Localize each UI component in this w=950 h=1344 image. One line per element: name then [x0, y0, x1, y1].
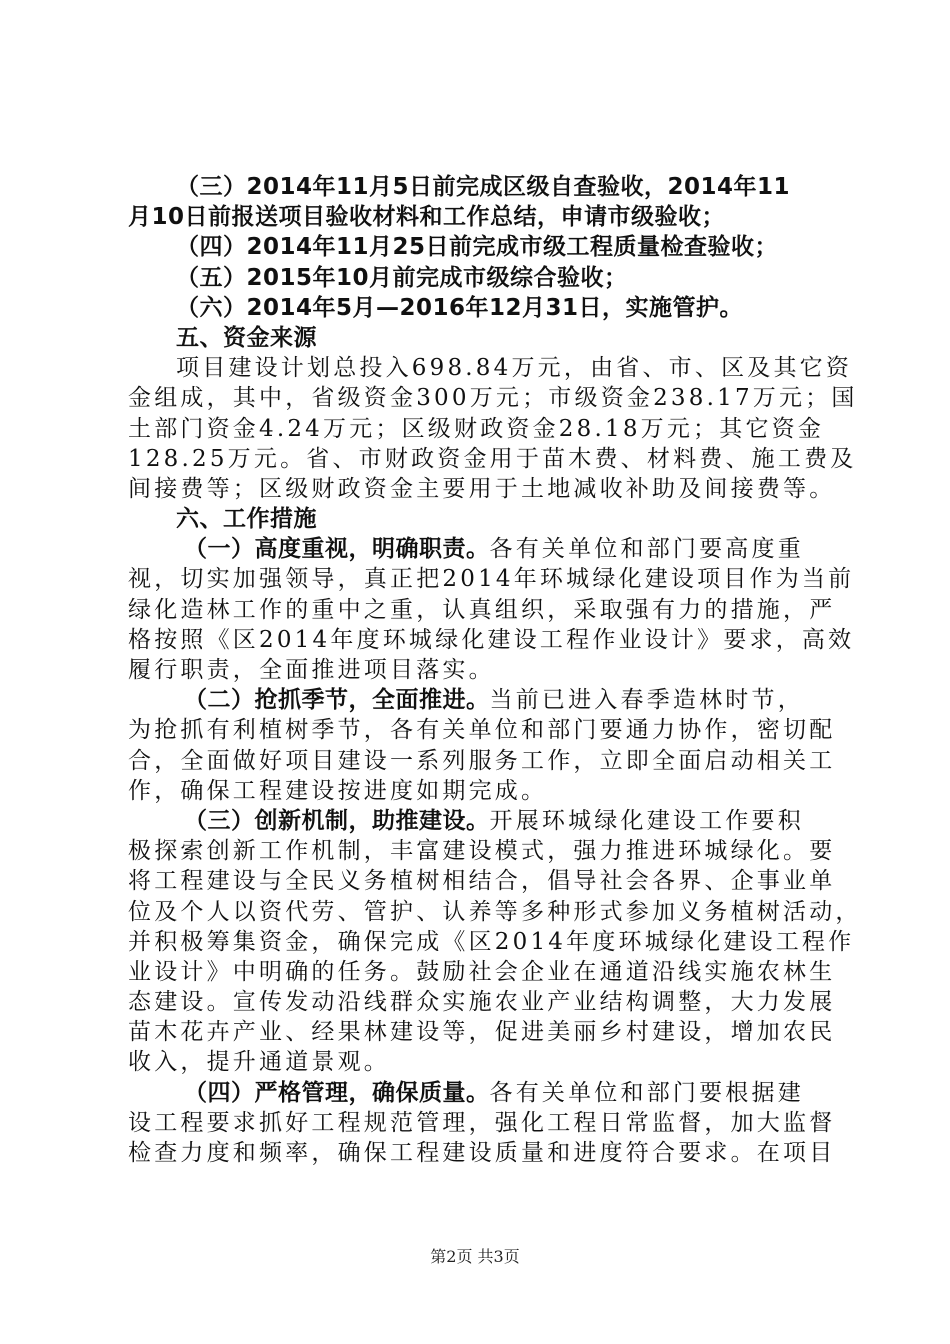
- paragraph-line: 作，确保工程建设按进度如期完成。: [128, 777, 548, 804]
- paragraph-line: 土部门资金4.24万元；区级财政资金28.18万元；其它资金: [128, 415, 825, 442]
- measure-1: [128, 534, 855, 685]
- paragraph-line: 位及个人以资代劳、管护、认养等多种形式参加义务植树活动，: [128, 898, 862, 925]
- paragraph-line: 项目建设计划总投入698.84万元，由省、市、区及其它资: [176, 355, 853, 382]
- paragraph-line: 极探索创新工作机制，丰富建设模式，强力推进环城绿化。要: [128, 838, 836, 865]
- paragraph-line: 视，切实加强领导，真正把2014年环城绿化建设项目作为当前: [128, 566, 855, 593]
- schedule-item-5: （五）2015年10月前完成市级综合验收；: [176, 264, 628, 291]
- page-footer: 第2页 共3页: [430, 1247, 520, 1266]
- paragraph-line: 态建设。宣传发动沿线群众实施农业产业结构调整，大力发展: [128, 989, 836, 1016]
- schedule-item-4: （四）2014年11月25日前完成市级工程质量检查验收；: [176, 234, 779, 261]
- document-body: [128, 172, 862, 1168]
- schedule-item-3-line-2: 月10日前报送项目验收材料和工作总结，申请市级验收；: [128, 204, 726, 231]
- measure-1-lead: 各有关单位和部门要高度重: [489, 536, 804, 563]
- measure-1-first-line: [128, 534, 832, 564]
- paragraph-line: 业设计》中明确的任务。鼓励社会企业在通道沿线实施农林生: [128, 958, 836, 985]
- measure-4-title: （四）严格管理，确保质量。: [184, 1079, 490, 1106]
- section-5-heading: 五、资金来源: [176, 324, 317, 351]
- paragraph-line: 128.25万元。省、市财政资金用于苗木费、材料费、施工费及: [128, 445, 857, 472]
- schedule-item-6: （六）2014年5月—2016年12月31日，实施管护。: [176, 294, 744, 321]
- measure-2-first-line: [128, 685, 832, 715]
- paragraph-line: 并积极筹集资金，确保完成《区2014年度环城绿化建设工程作: [128, 928, 855, 955]
- paragraph-line: 间接费等；区级财政资金主要用于土地减收补助及间接费等。: [128, 475, 836, 502]
- measure-3: [128, 806, 862, 1078]
- paragraph-line: 苗木花卉产业、经果林建设等，促进美丽乡村建设，增加农民: [128, 1019, 836, 1046]
- measure-2: [128, 685, 836, 806]
- paragraph-line: 合，全面做好项目建设一系列服务工作，立即全面启动相关工: [128, 747, 836, 774]
- paragraph-line: 检查力度和频率，确保工程建设质量和进度符合要求。在项目: [128, 1140, 836, 1166]
- paragraph-line: 格按照《区2014年度环城绿化建设工程作业设计》要求，高效: [128, 626, 855, 653]
- section-6-heading: 六、工作措施: [176, 506, 317, 533]
- measure-1-title: （一）高度重视，明确职责。: [184, 536, 490, 563]
- measure-4-lead: 各有关单位和部门要根据建: [489, 1079, 804, 1106]
- paragraph-line: 金组成，其中，省级资金300万元；市级资金238.17万元；国: [128, 385, 858, 412]
- paragraph-line: 设工程要求抓好工程规范管理，强化工程日常监督，加大监督: [128, 1109, 836, 1136]
- paragraph-line: 收入，提升通道景观。: [128, 1049, 390, 1076]
- schedule-item-3-line-1: （三）2014年11月5日前完成区级自查验收，2014年11: [176, 174, 791, 200]
- section-5-paragraph: [128, 353, 858, 504]
- measure-2-lead: 当前已进入春季造林时节，: [489, 687, 804, 714]
- measure-3-first-line: [128, 806, 832, 836]
- paragraph-line: 绿化造林工作的重中之重，认真组织，采取强有力的措施，严: [128, 596, 836, 623]
- paragraph-line: 将工程建设与全民义务植树相结合，倡导社会各界、企事业单: [128, 868, 836, 895]
- paragraph-line: 履行职责，全面推进项目落实。: [128, 657, 495, 683]
- measure-4-first-line: [128, 1078, 832, 1108]
- measure-2-title: （二）抢抓季节，全面推进。: [184, 687, 490, 714]
- measure-4: [128, 1078, 836, 1169]
- measure-3-lead: 开展环城绿化建设工作要积: [489, 807, 804, 834]
- paragraph-line: 为抢抓有利植树季节，各有关单位和部门要通力协作，密切配: [128, 717, 836, 744]
- measure-3-title: （三）创新机制，助推建设。: [184, 807, 490, 834]
